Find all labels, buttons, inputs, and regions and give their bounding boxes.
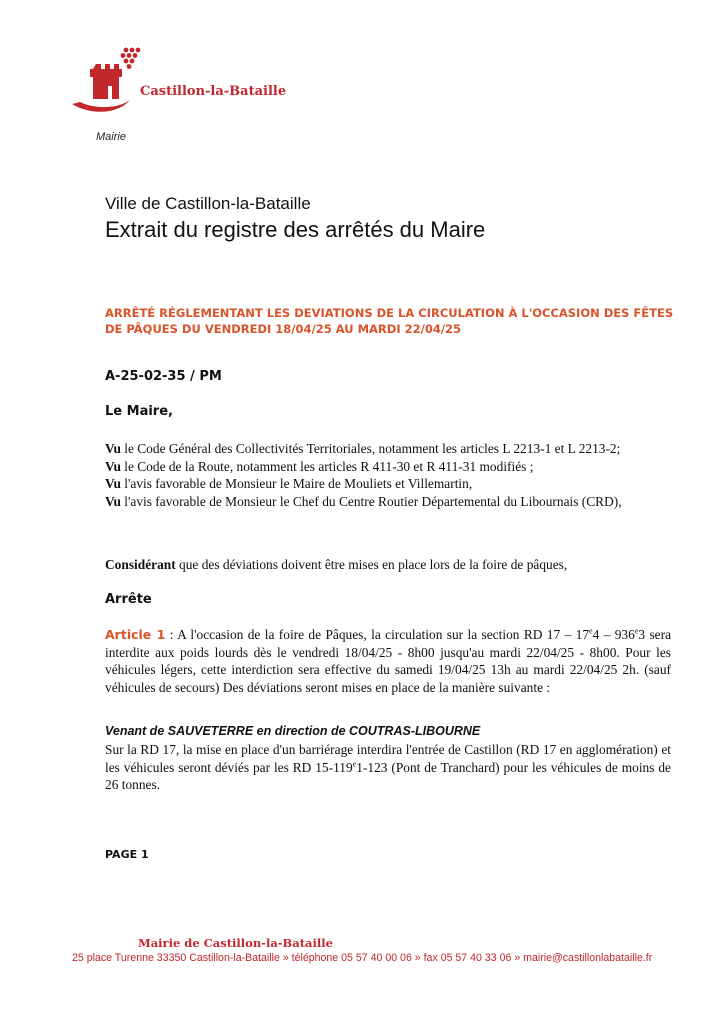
arrete-reference: A-25-02-35 / PM	[105, 369, 222, 384]
arrete-heading: Arrête	[105, 592, 152, 607]
vu-lead: Vu	[105, 441, 121, 456]
considerant-paragraph	[105, 556, 670, 574]
city-line: Ville de Castillon-la-Bataille	[105, 194, 311, 213]
vu-list	[105, 440, 670, 510]
vu-item	[105, 458, 670, 476]
article-1-text: : A l'occasion de la foire de Pâques, la circulation sur la section RD 17 – 17	[165, 627, 590, 642]
vu-item	[105, 475, 670, 493]
direction-text: 1-123 (Pont de Tranchard) pour les véhicules de moins de 26 tonnes.	[105, 759, 671, 792]
footer-address: 25 place Turenne 33350 Castillon-la-Bataille » téléphone 05 57 40 00 06 » fax 05 57 40 33 06 » mairie@castillonlabataille.fr	[72, 952, 653, 964]
vu-text: le Code Général des Collectivités Territoriales, notamment les articles L 2213-1 et L 2213-2;	[120, 441, 621, 456]
document-header	[105, 193, 665, 245]
article-1-text: 3 sera interdite aux poids lourds dès le vendredi 18/04/25 - 8h00 jusqu'au mardi 22/04/25 - 8h00. Pour les véhicules légers, cette interdiction sera effective du samedi 19/04/25 13h au mardi 22/04/25 2h. (sauf véhicules de secours) Des déviations seront mises en place de la manière suivante :	[105, 627, 672, 695]
le-maire-heading: Le Maire,	[105, 404, 173, 419]
vu-text: l'avis favorable de Monsieur le Maire de Mouliets et Villemartin,	[120, 476, 473, 491]
considerant-lead: Considérant	[105, 557, 176, 572]
logo-subtitle: Mairie	[96, 131, 126, 143]
mairie-logo	[70, 46, 300, 146]
vu-lead: Vu	[105, 458, 121, 474]
considerant-text: que des déviations doivent être mises en place lors de la foire de pâques,	[175, 557, 568, 572]
article-1	[105, 626, 671, 696]
footer-title: Mairie de Castillon-la-Bataille	[138, 936, 333, 950]
arrete-title: ARRÊTÉ RÉGLEMENTANT LES DEVIATIONS DE LA CIRCULATION À L'OCCASION DES FÊTES DE PÂQUES DU VENDREDI 18/04/25 AU MARDI 22/04/25	[105, 306, 674, 336]
article-1-text: 4 – 936	[592, 627, 635, 642]
vu-item	[105, 493, 670, 511]
logo-name: Castillon-la-Bataille	[140, 84, 287, 99]
register-title: Extrait du registre des arrêtés du Maire	[105, 217, 486, 242]
vu-lead: Vu	[105, 476, 121, 491]
direction-paragraph	[105, 741, 671, 794]
vu-text: le Code de la Route, notamment les articles R 411-30 et R 411-31 modifiés ;	[120, 458, 534, 474]
page-number: PAGE 1	[105, 848, 149, 861]
article-1-sup: e	[589, 626, 593, 636]
direction-sup: e	[352, 759, 357, 769]
vu-item	[105, 440, 670, 458]
article-1-sup: e	[634, 626, 639, 636]
direction-subheading: Venant de SAUVETERRE en direction de COUTRAS-LIBOURNE	[105, 724, 481, 738]
article-1-label: Article 1	[105, 627, 166, 642]
vu-lead: Vu	[105, 493, 121, 509]
direction-text: Sur la RD 17, la mise en place d'un barriérage interdira l'entrée de Castillon (RD 17 en agglomération) et les véhicules seront déviés par les RD 15-119	[105, 742, 671, 775]
castle-tower-icon	[70, 46, 150, 126]
grapes-icon	[121, 48, 141, 69]
vu-text: l'avis favorable de Monsieur le Chef du Centre Routier Départemental du Libournais (CRD),	[120, 493, 622, 509]
